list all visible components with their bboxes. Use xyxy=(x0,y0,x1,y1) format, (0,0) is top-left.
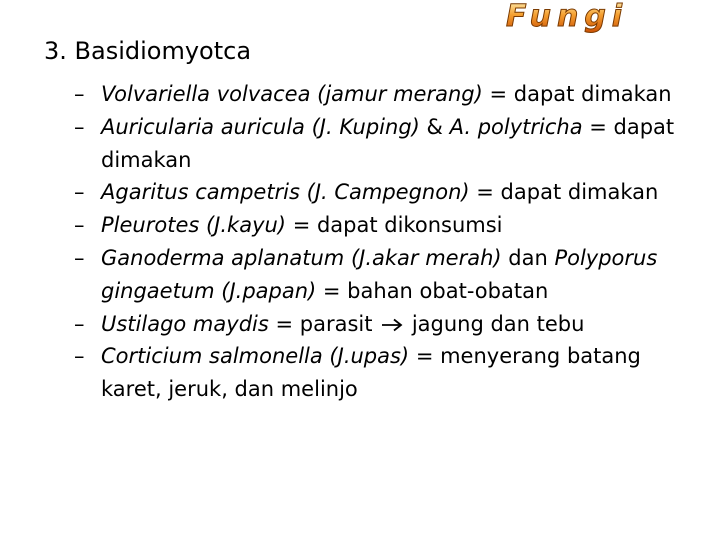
species-use: = dapat dikonsumsi xyxy=(286,213,503,238)
bullet-dash: – xyxy=(74,180,85,205)
logo-text: Fungi xyxy=(506,0,629,34)
species-name: Ustilago maydis xyxy=(101,311,269,336)
arrow-right-icon xyxy=(381,318,403,332)
list-item xyxy=(74,111,704,177)
species-name-2: Polyporus gingaetum (J.papan) xyxy=(101,245,658,303)
species-name-2: A. polytricha xyxy=(449,114,583,139)
species-use: jagung dan tebu xyxy=(405,311,585,336)
list-item xyxy=(74,176,704,209)
species-use: = dapat dimakan xyxy=(482,82,672,106)
species-name: Auricularia auricula (J. Kuping) xyxy=(101,114,420,139)
list-item xyxy=(74,78,704,111)
bullet-dash: – xyxy=(74,344,85,369)
species-list xyxy=(74,78,704,406)
list-item xyxy=(74,308,704,341)
fungi-logo xyxy=(500,0,720,34)
connector-text: dan xyxy=(501,245,555,270)
species-name: Volvariella volvacea (jamur merang) xyxy=(101,82,483,106)
slide-heading: 3. Basidiomyotca xyxy=(44,37,252,65)
bullet-dash: – xyxy=(74,311,85,336)
list-item xyxy=(74,340,704,406)
species-name: Agaritus campetris (J. Campegnon) xyxy=(101,180,470,205)
bullet-dash: – xyxy=(74,245,85,270)
list-item xyxy=(74,209,704,242)
bullet-dash: – xyxy=(74,213,85,238)
connector-text: & xyxy=(419,114,450,139)
species-use: = dapat dimakan xyxy=(469,180,659,205)
species-name: Corticium salmonella (J.upas) xyxy=(101,344,410,369)
species-use: = dapat dimakan xyxy=(101,114,675,172)
species-name: Pleurotes (J.kayu) xyxy=(101,213,287,238)
bullet-dash: – xyxy=(74,82,85,106)
list-item xyxy=(74,242,704,308)
connector-text: = parasit xyxy=(268,311,380,336)
bullet-dash: – xyxy=(74,114,85,139)
species-use: = menyerang batang karet, jeruk, dan melinjo xyxy=(101,344,641,402)
species-use: = bahan obat-obatan xyxy=(316,278,549,303)
species-name: Ganoderma aplanatum (J.akar merah) xyxy=(101,245,502,270)
